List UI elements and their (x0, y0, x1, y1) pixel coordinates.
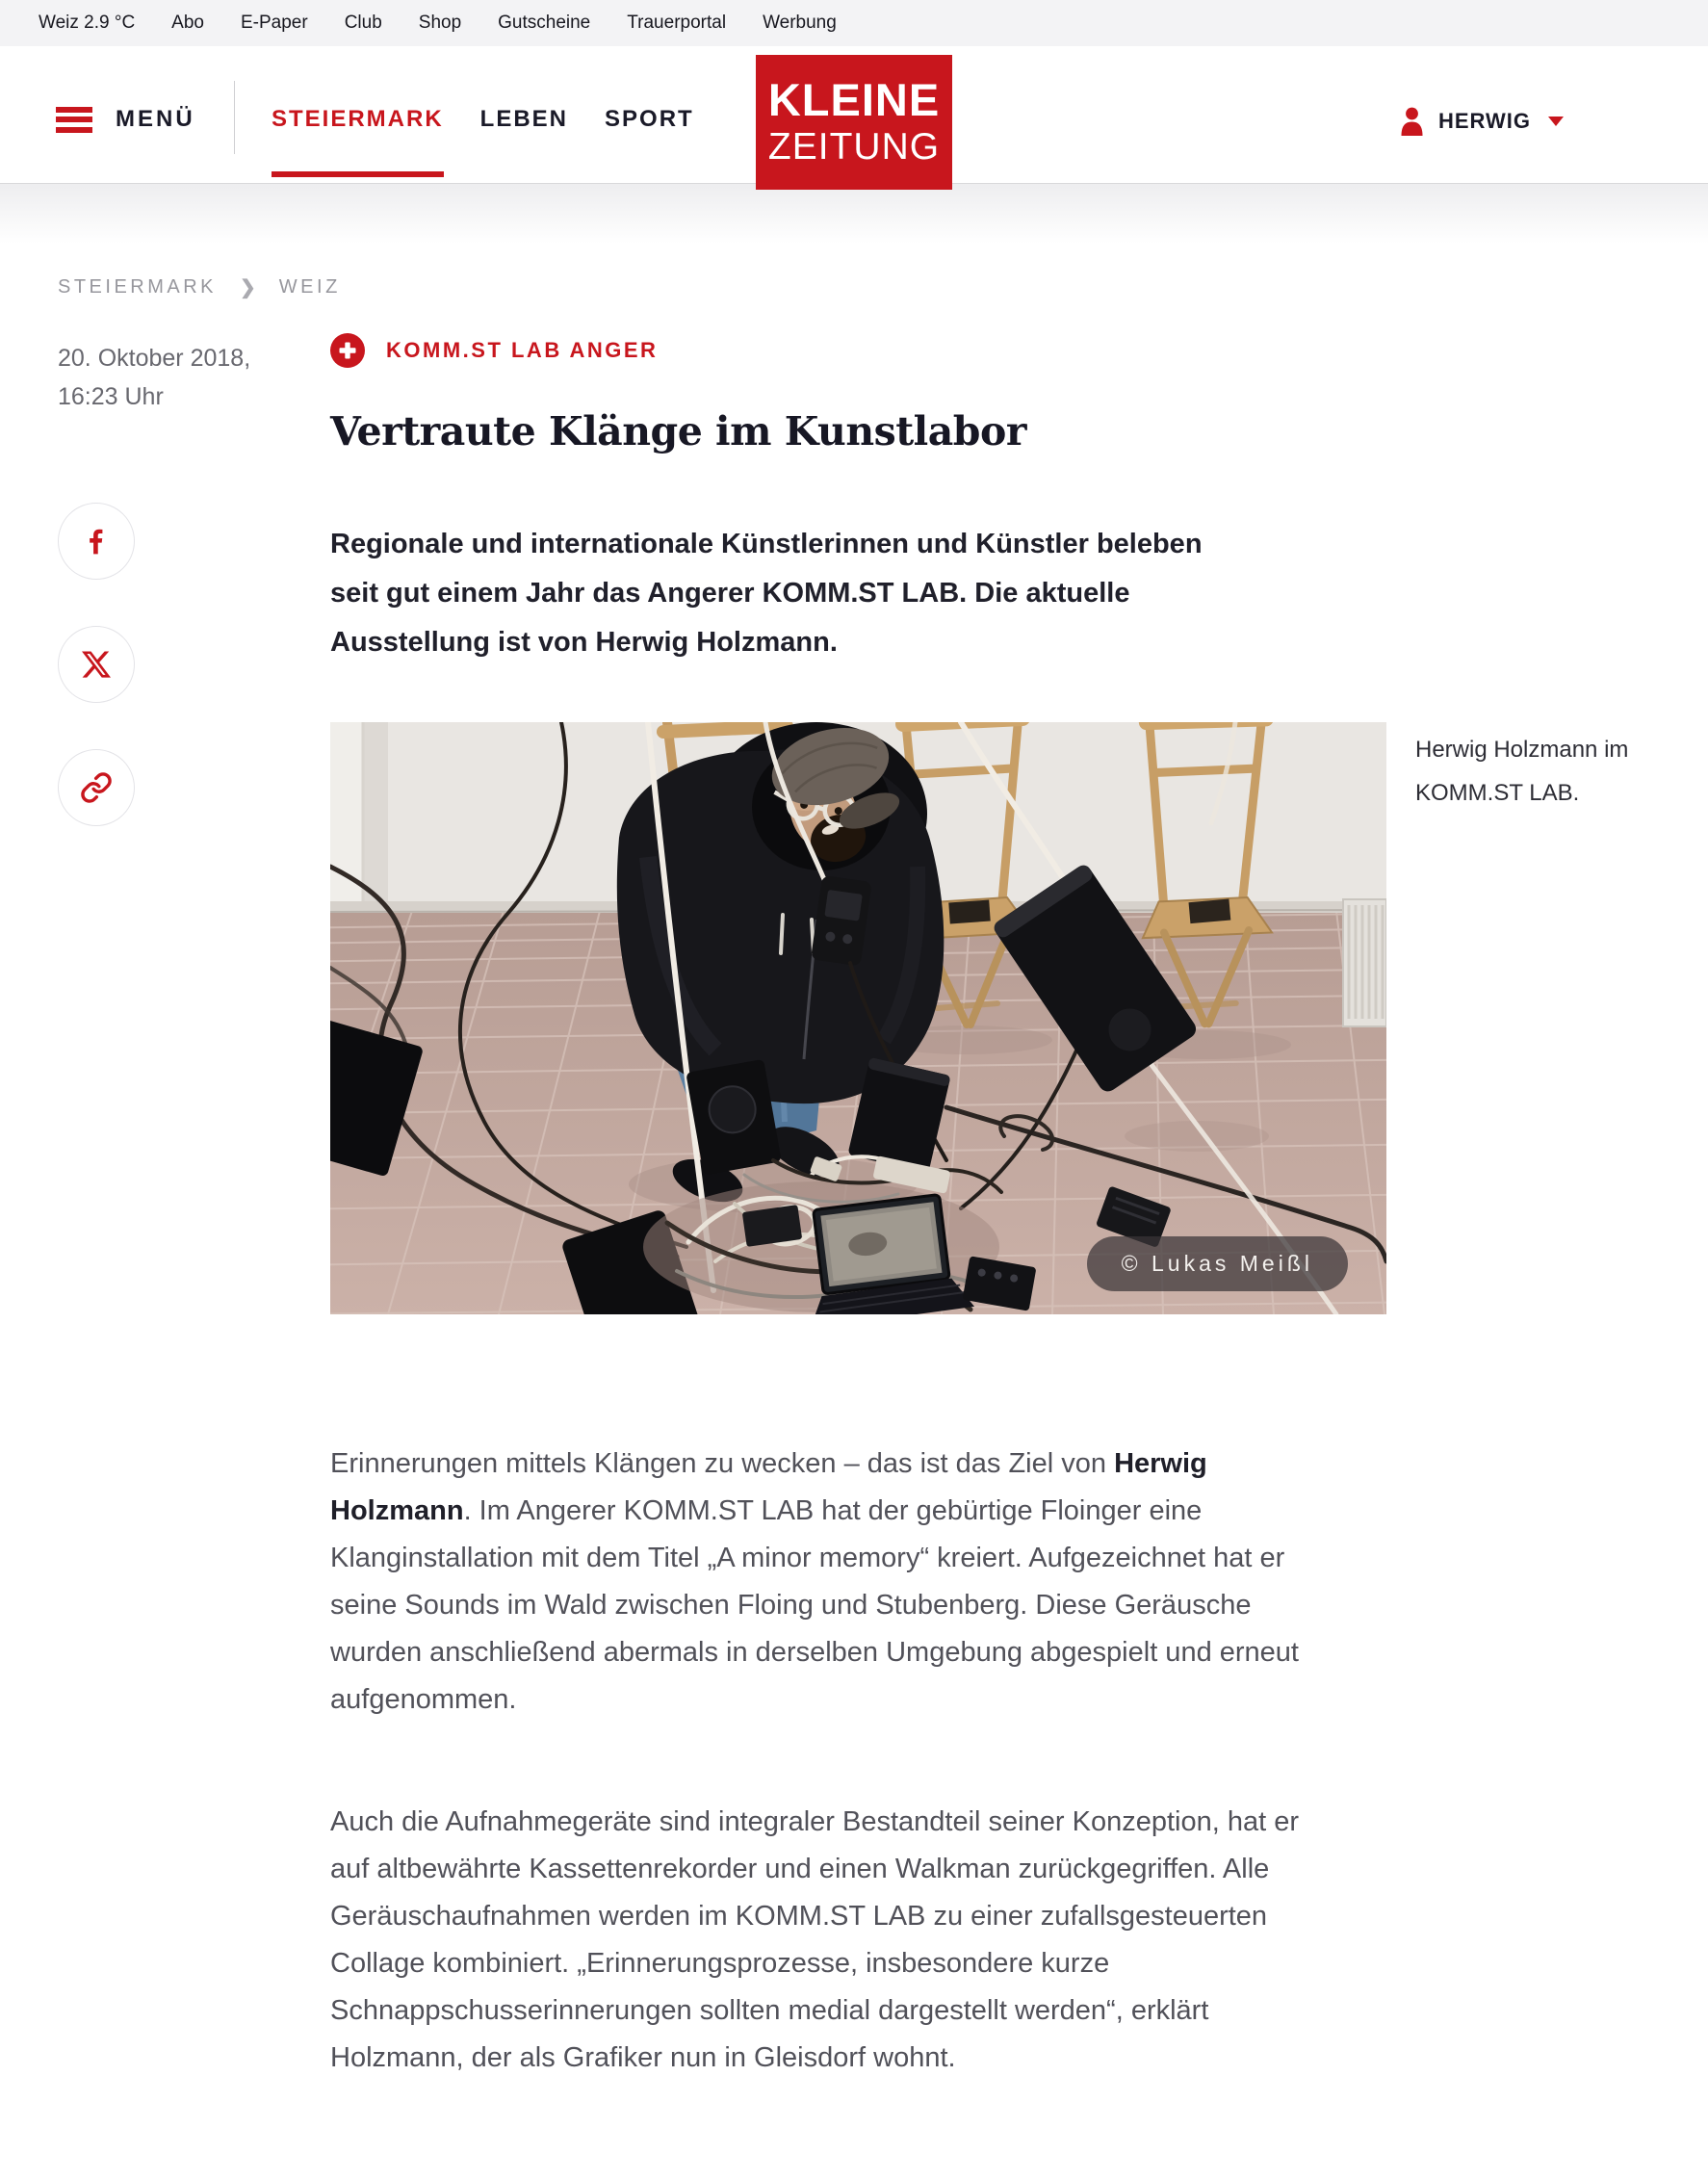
link-icon (80, 771, 113, 804)
topbar-link-abo[interactable]: Abo (171, 13, 204, 33)
article-lead: Regionale und internationale Künstlerinnen und Künstler beleben seit gut einem Jahr das Angerer KOMM.ST LAB. Die aktuelle Ausstellung ist von Herwig Holzmann. (330, 529, 1203, 658)
nav-item-leben[interactable]: LEBEN (479, 106, 569, 132)
breadcrumb-band (0, 183, 1708, 327)
chevron-down-icon (1548, 117, 1564, 126)
topbar-link-gutscheine[interactable]: Gutscheine (498, 13, 591, 33)
logo-line1: KLEINE (767, 74, 941, 125)
body1-pre: Erinnerungen mittels Klängen zu wecken – das ist das Ziel von (330, 1448, 1115, 1479)
menu-label: MENÜ (116, 106, 195, 132)
logo-line2: ZEITUNG (767, 126, 941, 168)
body1-bold-name: Herwig Holzmann (330, 1448, 1207, 1526)
publish-date-line2: 16:23 Uhr (58, 383, 164, 410)
topbar-link-epaper[interactable]: E-Paper (240, 13, 308, 33)
share-copylink-button[interactable] (58, 749, 135, 826)
topbar-link-shop[interactable]: Shop (418, 13, 462, 33)
hamburger-icon (56, 107, 92, 133)
image-credit: © Lukas Meißl (1087, 1236, 1348, 1291)
breadcrumb-weiz[interactable]: WEIZ (278, 276, 341, 298)
topbar-link-werbung[interactable]: Werbung (763, 13, 837, 33)
plus-badge-icon (330, 333, 365, 368)
menu-button[interactable] (56, 106, 195, 133)
article-title: Vertraute Klänge im Kunstlabor (330, 408, 1026, 454)
x-icon (82, 650, 111, 679)
body1-post: . Im Angerer KOMM.ST LAB hat der gebürtige Floinger eine Klanginstallation mit dem Titel „A minor memory“ kreiert. Aufgezeichnet hat er seine Sounds im Wald zwischen Floing und Stubenberg. Diese Geräusche wurden anschließend abermals in derselben Umgebung abgespielt und erneut aufgenommen. (330, 1495, 1299, 1715)
publish-date (58, 339, 289, 416)
top-utility-bar (0, 0, 1708, 46)
article-photo-illustration (330, 722, 1386, 1314)
radiator (1343, 899, 1386, 1026)
nav-item-steiermark[interactable]: STEIERMARK (272, 106, 444, 132)
article-image (330, 722, 1386, 1314)
nav-item-sport[interactable]: SPORT (605, 106, 694, 132)
image-caption: Herwig Holzmann im KOMM.ST LAB. (1415, 737, 1629, 806)
breadcrumb-steiermark[interactable]: STEIERMARK (58, 276, 218, 298)
body-paragraph-2: Auch die Aufnahmegeräte sind integraler Bestandteil seiner Konzeption, hat er auf altbewährte Kassettenrekorder und einen Walkman zurückgegriffen. Alle Geräuschaufnahmen werden im KOMM.ST LAB zu einer zufallsgesteuerten Collage kombiniert. „Erinnerungsprozesse, insbesondere kurze Schnappschusserinnerungen sollten medial dargestellt werden“, erklärt Holzmann, der als Grafiker nun in Gleisdorf wohnt. (330, 1806, 1299, 2073)
share-facebook-button[interactable] (58, 503, 135, 580)
topbar-link-club[interactable]: Club (344, 13, 382, 33)
topbar-link-trauerportal[interactable]: Trauerportal (627, 13, 727, 33)
category-link[interactable] (330, 333, 658, 368)
breadcrumb (58, 275, 341, 299)
user-icon (1399, 106, 1425, 136)
category-label: KOMM.ST LAB ANGER (386, 338, 659, 362)
user-name: HERWIG (1437, 108, 1531, 133)
primary-nav (272, 106, 694, 133)
header-divider (234, 81, 235, 154)
breadcrumb-chevron-icon: ❯ (240, 277, 256, 298)
publish-date-line1: 20. Oktober 2018, (58, 345, 251, 372)
body-paragraph-1 (330, 1440, 1336, 1724)
facebook-icon (81, 526, 112, 557)
main-header (0, 46, 1708, 184)
weather-link[interactable]: Weiz 2.9 °C (39, 13, 136, 33)
user-menu[interactable] (1399, 106, 1564, 136)
share-x-button[interactable] (58, 626, 135, 703)
kleine-zeitung-logo[interactable] (756, 55, 952, 190)
